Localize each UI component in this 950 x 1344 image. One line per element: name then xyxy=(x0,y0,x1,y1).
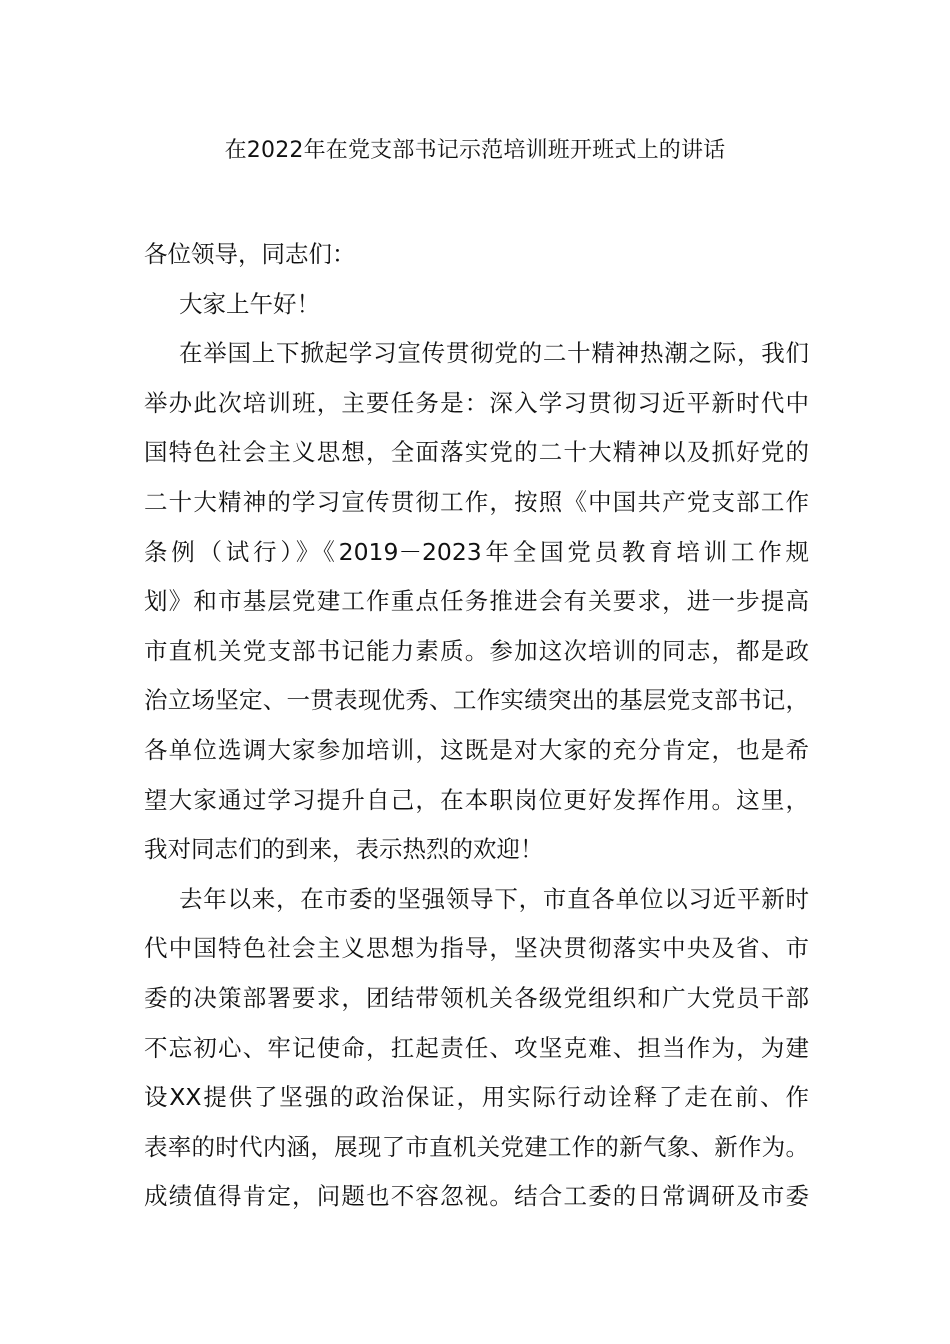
paragraph-line: 划》和市基层党建工作重点任务推进会有关要求，进一步提高 xyxy=(144,587,809,616)
speech-body xyxy=(144,230,809,1222)
paragraph-line: 市直机关党支部书记能力素质。参加这次培训的同志，都是政 xyxy=(144,636,809,665)
greeting-line: 各位领导，同志们： xyxy=(144,240,356,268)
paragraph-line: 二十大精神的学习宣传贯彻工作，按照《中国共产党支部工作 xyxy=(144,487,809,516)
paragraph-line: 条例（试行）》《2019－2023年全国党员教育培训工作规 xyxy=(144,537,809,566)
paragraph-line: 大家上午好！ xyxy=(179,289,320,318)
paragraph-line: 治立场坚定、一贯表现优秀、工作实绩突出的基层党支部书记， xyxy=(144,686,809,715)
paragraph-line: 成绩值得肯定，问题也不容忽视。结合工委的日常调研及市委 xyxy=(144,1182,809,1211)
paragraph-line: 去年以来，在市委的坚强领导下，市直各单位以习近平新时 xyxy=(179,884,809,913)
paragraph-line: 设XX提供了坚强的政治保证，用实际行动诠释了走在前、作 xyxy=(144,1083,809,1112)
paragraph-line: 国特色社会主义思想，全面落实党的二十大精神以及抓好党的 xyxy=(144,438,809,467)
paragraph-line: 表率的时代内涵，展现了市直机关党建工作的新气象、新作为。 xyxy=(144,1132,809,1161)
paragraph-line: 我对同志们的到来，表示热烈的欢迎！ xyxy=(144,835,544,864)
paragraph-line: 代中国特色社会主义思想为指导，坚决贯彻落实中央及省、市 xyxy=(144,934,809,963)
paragraph-line: 各单位选调大家参加培训，这既是对大家的充分肯定，也是希 xyxy=(144,735,809,764)
paragraph-line: 举办此次培训班，主要任务是：深入学习贯彻习近平新时代中 xyxy=(144,388,809,417)
paragraph-line: 望大家通过学习提升自己，在本职岗位更好发挥作用。这里， xyxy=(144,785,809,814)
paragraph-line: 在举国上下掀起学习宣传贯彻党的二十精神热潮之际，我们 xyxy=(179,339,809,368)
page-title: 在2022年在党支部书记示范培训班开班式上的讲话 xyxy=(224,138,726,163)
paragraph-line: 委的决策部署要求，团结带领机关各级党组织和广大党员干部 xyxy=(144,983,809,1012)
paragraph-line: 不忘初心、牢记使命，扛起责任、攻坚克难、担当作为，为建 xyxy=(144,1033,809,1062)
